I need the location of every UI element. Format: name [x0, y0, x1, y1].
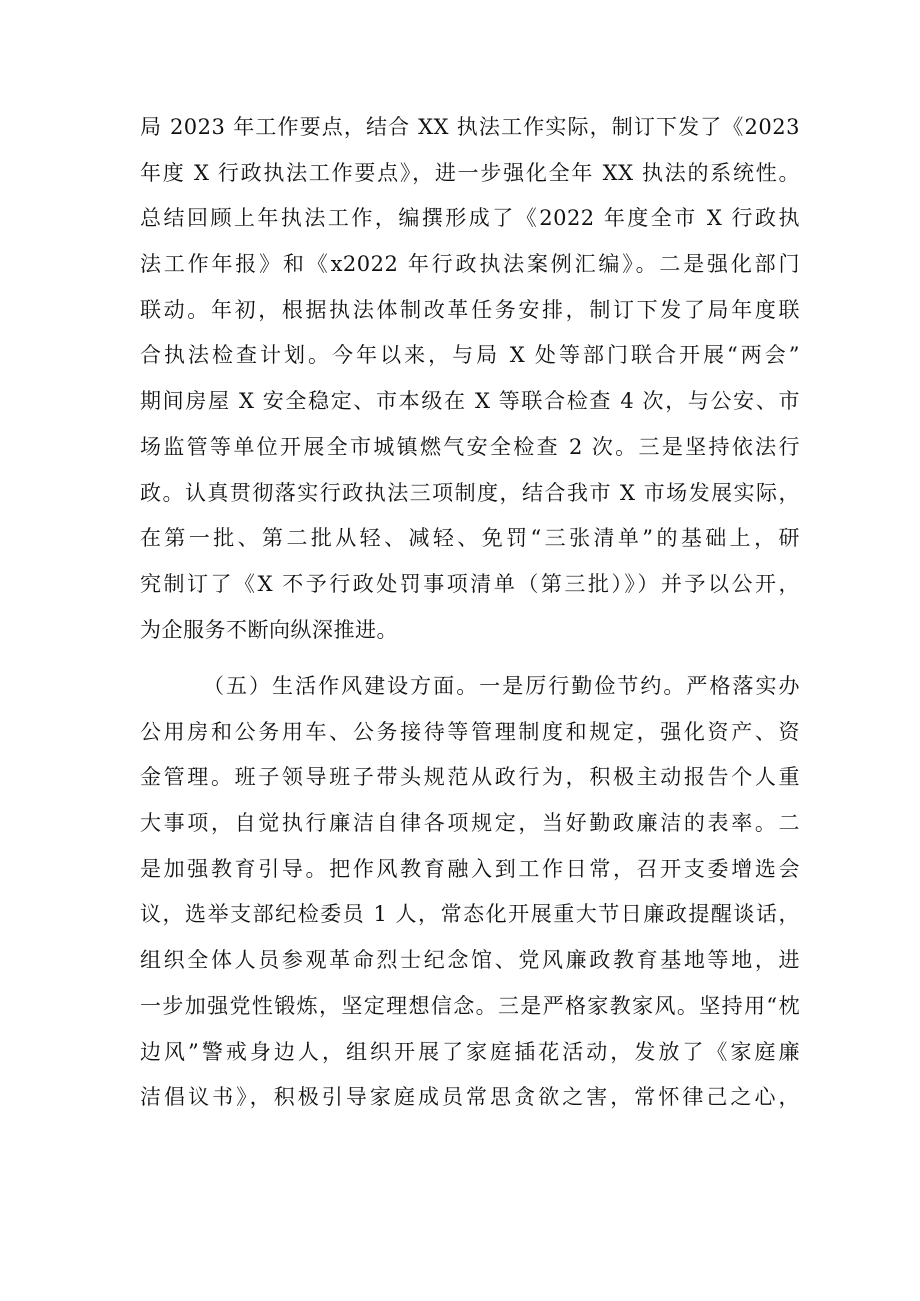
text-line: 联动。年初，根据执法体制改革任务安排，制订下发了局年度联: [140, 297, 800, 322]
text-line: 究制订了《X 不予行政处罚事项清单（第三批）》）并予以公开，: [140, 571, 800, 596]
text-line: 金管理。班子领导班子带头规范从政行为，积极主动报告个人重: [140, 765, 800, 790]
text-line: （五）生活作风建设方面。一是厉行勤俭节约。严格落实办: [203, 674, 800, 698]
text-line: 组织全体人员参观革命烈士纪念馆、党风廉政教育基地等地，进: [140, 948, 800, 973]
text-line: 在第一批、第二批从轻、减轻、免罚“三张清单”的基础上，研: [140, 526, 800, 551]
paragraph-lifestyle-conduct: [140, 664, 800, 1121]
text-line: 洁倡议书》，积极引导家庭成员常思贪欲之害，常怀律己之心，: [140, 1085, 800, 1110]
text-line: 总结回顾上年执法工作，编撰形成了《2022 年度全市 X 行政执: [140, 206, 800, 231]
text-line: 政。认真贯彻落实行政执法三项制度，结合我市 X 市场发展实际，: [140, 480, 800, 505]
text-line: 议，选举支部纪检委员 1 人，常态化开展重大节日廉政提醒谈话，: [140, 902, 800, 927]
text-line: 期间房屋 X 安全稳定、市本级在 X 等联合检查 4 次，与公安、市: [140, 389, 800, 414]
text-line: 年度 X 行政执法工作要点》，进一步强化全年 XX 执法的系统性。: [140, 160, 800, 185]
text-line: 为企服务不断向纵深推进。: [140, 617, 398, 642]
text-line: 是加强教育引导。把作风教育融入到工作日常，召开支委增选会: [140, 856, 800, 881]
paragraph-law-enforcement: [140, 105, 800, 653]
text-line: 合执法检查计划。今年以来，与局 X 处等部门联合开展“两会”: [140, 343, 800, 368]
text-line: 法工作年报》和《x2022 年行政执法案例汇编》。二是强化部门: [140, 252, 800, 277]
text-line: 边风”警戒身边人，组织开展了家庭插花活动，发放了《家庭廉: [140, 1039, 800, 1064]
text-line: 一步加强党性锻炼，坚定理想信念。三是严格家教家风。坚持用“枕: [140, 993, 800, 1018]
text-line: 大事项，自觉执行廉洁自律各项规定，当好勤政廉洁的表率。二: [140, 811, 800, 836]
text-line: 公用房和公务用车、公务接待等管理制度和规定，强化资产、资: [140, 719, 800, 744]
text-line: 场监管等单位开展全市城镇燃气安全检查 2 次。三是坚持依法行: [140, 434, 800, 459]
text-line: 局 2023 年工作要点，结合 XX 执法工作实际，制订下发了《2023: [140, 115, 800, 139]
